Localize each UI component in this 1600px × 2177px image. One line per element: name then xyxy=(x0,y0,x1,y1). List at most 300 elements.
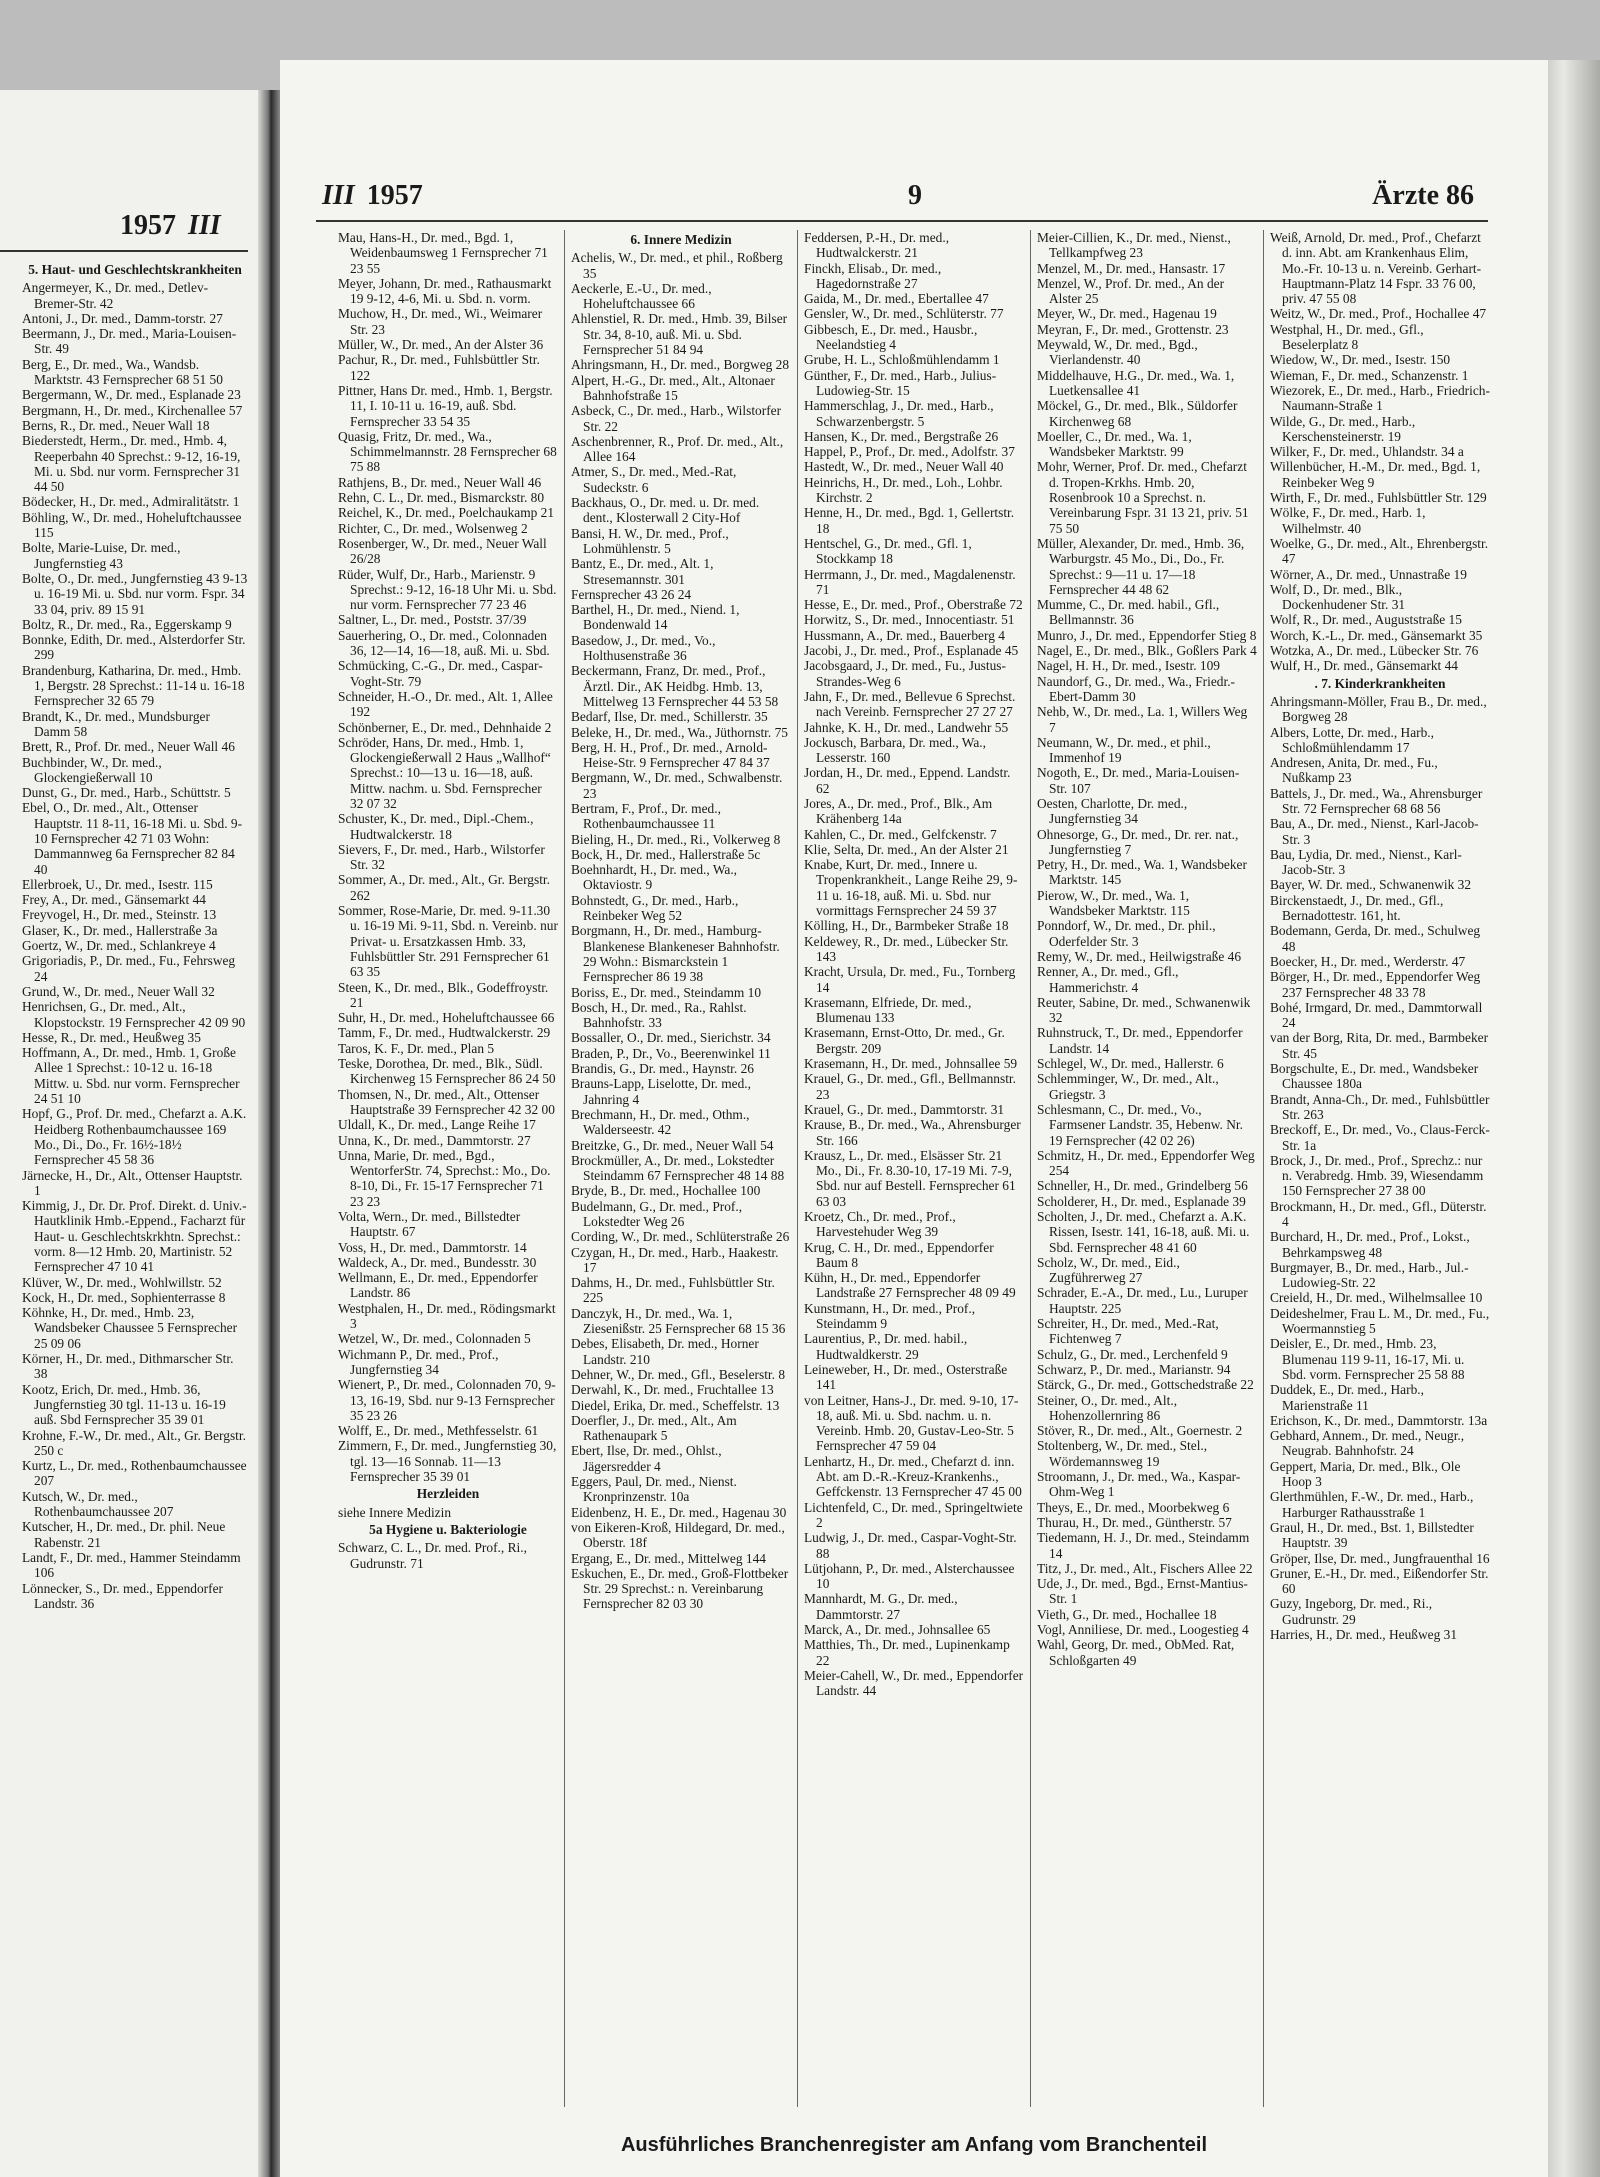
directory-entry: Ebert, Ilse, Dr. med., Ohlst., Jägersredder 4 xyxy=(571,1443,722,1474)
directory-entry: Brauns-Lapp, Liselotte, Dr. med., Jahnring 4 xyxy=(571,1076,751,1107)
directory-entry: Remy, W., Dr. med., Heilwigstraße 46 xyxy=(1037,948,1242,964)
directory-entry: Bock, H., Dr. med., Hallerstraße 5c xyxy=(571,846,761,862)
directory-entry: Volta, Wern., Dr. med., Billstedter Hauptstr. 67 xyxy=(338,1209,521,1240)
directory-entry: Borgmann, H., Dr. med., Hamburg-Blankenese Blankeneser Bahnhofstr. 29 Wohn.: Bismarckstein 1 Fernsprecher 86 19 38 xyxy=(571,923,780,985)
directory-entry: Zimmern, F., Dr. med., Jungfernstieg 30, tgl. 13—16 Sonnab. 11—13 Fernsprecher 35 39 01 xyxy=(338,1438,557,1485)
right-page-header xyxy=(280,176,1548,220)
directory-entry: Bertram, F., Prof., Dr. med., Rothenbaumchaussee 11 xyxy=(571,800,721,832)
directory-entry: Pachur, R., Dr. med., Fuhlsbüttler Str. 122 xyxy=(338,352,540,383)
directory-entry: Naundorf, G., Dr. med., Wa., Friedr.-Ebert-Damm 30 xyxy=(1037,673,1236,704)
directory-entry: Muchow, H., Dr. med., Wi., Weimarer Str. 23 xyxy=(338,306,543,337)
directory-entry: Schneller, H., Dr. med., Grindelberg 56 xyxy=(1037,1178,1248,1194)
directory-entry: Braden, P., Dr., Vo., Beerenwinkel 11 xyxy=(571,1045,771,1061)
directory-entry: Wotzka, A., Dr. med., Lübecker Str. 76 xyxy=(1270,643,1479,659)
directory-entry: Gaida, M., Dr. med., Ebertallee 47 xyxy=(804,291,989,307)
directory-entry: Aeckerle, E.-U., Dr. med., Hoheluftchaussee 66 xyxy=(571,280,712,312)
directory-entry: Brockmann, H., Dr. med., Gfl., Düterstr. 4 xyxy=(1270,1198,1487,1229)
directory-entry: Petry, H., Dr. med., Wa. 1, Wandsbeker Marktstr. 145 xyxy=(1037,857,1247,888)
directory-entry: Bolte, Marie-Luise, Dr. med., Jungfernstieg 43 xyxy=(22,540,181,571)
directory-entry: Klüver, W., Dr. med., Wohlwillstr. 52 xyxy=(22,1274,222,1290)
directory-entry: Ebel, O., Dr. med., Alt., Ottenser Hauptstr. 11 8-11, 16-18 Mi. u. Sbd. 9-10 Fernsprecher 42 71 03 Wohn: Dammannweg 6a Fernsprecher 82 84 40 xyxy=(22,800,243,877)
directory-entry: Menzel, W., Prof. Dr. med., An der Alster 25 xyxy=(1037,275,1225,307)
directory-entry: Jacobi, J., Dr. med., Prof., Esplanade 45 xyxy=(804,643,1019,659)
directory-entry: Rehn, C. L., Dr. med., Bismarckstr. 80 xyxy=(338,490,545,506)
directory-entry: Bergmann, W., Dr. med., Schwalbenstr. 23 xyxy=(571,770,783,801)
section-heading: 6. Innere Medizin xyxy=(630,232,732,247)
directory-entry: Weitz, W., Dr. med., Prof., Hochallee 47 xyxy=(1270,306,1487,322)
page-footer: Ausführliches Branchenregister am Anfang vom Branchenteil xyxy=(620,2134,1208,2156)
directory-entry: Reichel, K., Dr. med., Poelchaukamp 21 xyxy=(338,505,555,521)
directory-entry: Bau, A., Dr. med., Nienst., Karl-Jacob-Str. 3 xyxy=(1270,816,1479,847)
directory-entry: Debes, Elisabeth, Dr. med., Horner Landstr. 210 xyxy=(571,1336,759,1367)
directory-entry: Teske, Dorothea, Dr. med., Blk., Südl. Kirchenweg 15 Fernsprecher 86 24 50 xyxy=(338,1056,556,1087)
directory-entry: Wienert, P., Dr. med., Colonnaden 70, 9-13, 16-19, Sbd. nur 9-13 Fernsprecher 35 23 26 xyxy=(338,1377,556,1423)
directory-entry: Knabe, Kurt, Dr. med., Innere u. Tropenkrankheit., Lange Reihe 29, 9-11 u. 16-18, auß. Mi. u. Sbd. nur vormittags Fernsprecher 24 59 37 xyxy=(804,857,1018,919)
directory-entry: Kühn, H., Dr. med., Eppendorfer Landstraße 27 Fernsprecher 48 09 49 xyxy=(804,1270,1016,1301)
directory-entry: Krug, C. H., Dr. med., Eppendorfer Baum 8 xyxy=(804,1239,994,1270)
directory-entry: Burgmayer, B., Dr. med., Harb., Jul.-Ludowieg-Str. 22 xyxy=(1270,1259,1469,1291)
directory-entry: Ahlenstiel, R. Dr. med., Hmb. 39, Bilser Str. 34, 8-10, auß. Mi. u. Sbd. Fernsprecher 51 84 94 xyxy=(571,311,788,358)
directory-entry: Berg, H. H., Prof., Dr. med., Arnold-Heise-Str. 9 Fernsprecher 47 84 37 xyxy=(571,739,770,771)
directory-entry: Burchard, H., Dr. med., Prof., Lokst., Behrkampsweg 48 xyxy=(1270,1229,1470,1260)
directory-entry: Steiner, O., Dr. med., Alt., Hohenzollernring 86 xyxy=(1037,1392,1178,1423)
directory-entry: Rathjens, B., Dr. med., Neuer Wall 46 xyxy=(338,474,542,490)
directory-entry: Kunstmann, H., Dr. med., Prof., Steindamm 9 xyxy=(804,1300,976,1332)
directory-entry: Middelhauve, H.G., Dr. med., Wa. 1, Luetkensallee 41 xyxy=(1037,367,1235,398)
directory-entry: Hoffmann, A., Dr. med., Hmb. 1, Große Allee 1 Sprechst.: 10-12 u. 16-18 Mittw. u. Sbd. nur vorm. Fernsprecher 24 51 10 xyxy=(22,1045,240,1107)
directory-entry: Mumme, C., Dr. med. habil., Gfl., Bellmannstr. 36 xyxy=(1037,597,1220,628)
directory-entry: Heinrichs, H., Dr. med., Loh., Lohbr. Kirchstr. 2 xyxy=(804,474,1003,506)
directory-entry: Richter, C., Dr. med., Wolsenweg 2 xyxy=(338,520,528,536)
directory-entry: Wölke, F., Dr. med., Harb. 1, Wilhelmstr. 40 xyxy=(1270,505,1426,536)
directory-entry: Deideshelmer, Frau L. M., Dr. med., Fu., Woermannstieg 5 xyxy=(1270,1305,1490,1337)
directory-entry: Nagel, E., Dr. med., Blk., Goßlers Park 4 xyxy=(1037,643,1257,659)
directory-entry: Finckh, Elisab., Dr. med., Hagedornstraße 27 xyxy=(804,260,942,291)
directory-entry: Bayer, W. Dr. med., Schwanenwik 32 xyxy=(1270,877,1472,893)
directory-entry: Beermann, J., Dr. med., Maria-Louisen-Str. 49 xyxy=(22,326,237,357)
directory-entry: Eskuchen, E., Dr. med., Groß-Flottbeker Str. 29 Sprechst.: n. Vereinbarung Fernsprecher 82 03 30 xyxy=(571,1565,789,1612)
directory-entry: Kutsch, W., Dr. med., Rothenbaumchaussee 207 xyxy=(22,1488,174,1520)
directory-entry: Rosenberger, W., Dr. med., Neuer Wall 26/28 xyxy=(338,535,547,567)
directory-entry: Krasemann, Elfriede, Dr. med., Blumenau 133 xyxy=(804,994,972,1026)
directory-entry: Wetzel, W., Dr. med., Colonnaden 5 xyxy=(338,1331,531,1347)
directory-entry: Antoni, J., Dr. med., Damm-torstr. 27 xyxy=(22,310,223,326)
directory-entry: Wahl, Georg, Dr. med., ObMed. Rat, Schloßgarten 49 xyxy=(1037,1637,1235,1668)
directory-entry: Brock, J., Dr. med., Prof., Sprechz.: nur n. Verabredg. Hmb. 39, Wiesendamm 150 Fernsprecher 27 38 00 xyxy=(1270,1152,1484,1199)
directory-entry: Meywald, W., Dr. med., Bgd., Vierlandenstr. 40 xyxy=(1037,337,1198,368)
directory-entry: Wiezorek, E., Dr. med., Harb., Friedrich-Naumann-Straße 1 xyxy=(1270,382,1490,414)
directory-entry: Boehnhardt, H., Dr. med., Wa., Oktaviostr. 9 xyxy=(571,862,738,893)
directory-entry: Horwitz, S., Dr. med., Innocentiastr. 51 xyxy=(804,612,1015,628)
right-year: 1957 xyxy=(366,180,423,211)
directory-entry: Ruhnstruck, T., Dr. med., Eppendorfer Landstr. 14 xyxy=(1037,1025,1243,1056)
directory-entry: Scholten, J., Dr. med., Chefarzt a. A.K. Rissen, Isestr. 141, 16-18, auß. Mi. u. Sbd. Fernsprecher 48 41 60 xyxy=(1037,1209,1250,1255)
directory-entry: Budelmann, G., Dr. med., Prof., Lokstedter Weg 26 xyxy=(571,1198,743,1229)
directory-entry: Frey, A., Dr. med., Gänsemarkt 44 xyxy=(22,892,206,908)
directory-entry: Boriss, E., Dr. med., Steindamm 10 xyxy=(571,984,762,1000)
directory-entry: Kölling, H., Dr., Barmbeker Straße 18 xyxy=(804,918,1009,934)
directory-entry: Henrichsen, G., Dr. med., Alt., Klopstockstr. 19 Fernsprecher 42 09 90 xyxy=(22,999,246,1030)
directory-column-2 xyxy=(564,230,797,2107)
directory-entry: Brandt, K., Dr. med., Mundsburger Damm 58 xyxy=(22,708,210,739)
directory-entry: Jacobsgaard, J., Dr. med., Fu., Justus-Strandes-Weg 6 xyxy=(804,658,1006,689)
directory-entry: Landt, F., Dr. med., Hammer Steindamm 106 xyxy=(22,1549,241,1581)
directory-entry: Schrader, E.-A., Dr. med., Lu., Luruper Hauptstr. 225 xyxy=(1037,1285,1248,1316)
directory-entry: Sauerhering, O., Dr. med., Colonnaden 36, 12—14, 16—18, auß. Mi. u. Sbd. xyxy=(338,627,550,659)
directory-entry: Bossaller, O., Dr. med., Sierichstr. 34 xyxy=(571,1030,771,1046)
directory-entry: Derwahl, K., Dr. med., Fruchtallee 13 xyxy=(571,1382,774,1398)
directory-entry: Klie, Selta, Dr. med., An der Alster 21 xyxy=(804,841,1009,857)
section-title: Ärzte xyxy=(1372,180,1439,211)
directory-entry: Kootz, Erich, Dr. med., Hmb. 36, Jungfernstieg 30 tgl. 11-13 u. 16-19 auß. Sbd Fernsprecher 35 39 01 xyxy=(22,1381,226,1428)
directory-entry: Renner, A., Dr. med., Gfl., Hammerichstr. 4 xyxy=(1037,964,1179,995)
directory-entry: Grigoriadis, P., Dr. med., Fu., Fehrsweg 24 xyxy=(22,953,236,984)
directory-entry: Schlemminger, W., Dr. med., Alt., Griegstr. 3 xyxy=(1037,1071,1219,1102)
directory-entry: Waldeck, A., Dr. med., Bundesstr. 30 xyxy=(338,1254,537,1270)
directory-entry: Hentschel, G., Dr. med., Gfl. 1, Stockkamp 18 xyxy=(804,535,972,567)
directory-entry: Bonnke, Edith, Dr. med., Alsterdorfer Str. 299 xyxy=(22,632,246,663)
directory-entry: Bergmann, H., Dr. med., Kirchenallee 57 xyxy=(22,402,243,418)
directory-entry: Jahn, F., Dr. med., Bellevue 6 Sprechst. nach Vereinb. Fernsprecher 27 27 27 xyxy=(804,688,1016,720)
directory-entry: Scholz, W., Dr. med., Eid., Zugführerweg 27 xyxy=(1037,1254,1180,1286)
directory-entry: Schlesmann, C., Dr. med., Vo., Farmsener Landstr. 35, Hebenw. Nr. 19 Fernsprecher (42 02 26) xyxy=(1037,1101,1243,1148)
directory-entry: Mau, Hans-H., Dr. med., Bgd. 1, Weidenbaumsweg 1 Fernsprecher 71 23 55 xyxy=(338,230,548,276)
directory-entry: Börger, H., Dr. med., Eppendorfer Weg 237 Fernsprecher 48 33 78 xyxy=(1270,969,1481,1000)
directory-entry: Brandis, G., Dr. med., Haynstr. 26 xyxy=(571,1061,754,1077)
directory-entry: Lönnecker, S., Dr. med., Eppendorfer Landstr. 36 xyxy=(22,1580,224,1611)
directory-entry: Bedarf, Ilse, Dr. med., Schillerstr. 35 xyxy=(571,709,768,725)
directory-entry: Wichmann P., Dr. med., Prof., Jungfernstieg 34 xyxy=(338,1346,499,1377)
directory-entry: Unna, K., Dr. med., Dammtorstr. 27 xyxy=(338,1132,531,1148)
directory-entry: Gensler, W., Dr. med., Schlüterstr. 77 xyxy=(804,306,1004,322)
right-header-right xyxy=(1372,180,1474,212)
directory-entry: Eidenbenz, H. E., Dr. med., Hagenau 30 xyxy=(571,1504,787,1520)
directory-entry: Hesse, E., Dr. med., Prof., Oberstraße 72 xyxy=(804,597,1023,613)
directory-entry: Sommer, Rose-Marie, Dr. med. 9-11.30 u. 16-19 Mi. 9-11, Sbd. n. Vereinb. nur Privat- u. Ersatzkassen Hmb. 33, Fuhlsbüttler Str. 291 Fernsprecher 61 63 35 xyxy=(338,903,558,980)
directory-entry: Böhling, W., Dr. med., Hoheluftchaussee 115 xyxy=(22,509,242,541)
directory-entry: van der Borg, Rita, Dr. med., Barmbeker Str. 45 xyxy=(1270,1030,1489,1061)
directory-entry: Neumann, W., Dr. med., et phil., Immenhof 19 xyxy=(1037,734,1211,766)
directory-entry: Meyran, F., Dr. med., Grottenstr. 23 xyxy=(1037,321,1229,337)
directory-entry: Atmer, S., Dr. med., Med.-Rat, Sudeckstr. 6 xyxy=(571,464,737,495)
directory-entry: Woelke, G., Dr. med., Alt., Ehrenbergstr. 47 xyxy=(1270,535,1489,567)
directory-entry: Krausz, L., Dr. med., Elsässer Str. 21 Mo., Di., Fr. 8.30-10, 17-19 Mi. 7-9, Sbd. nur auf Bestell. Fernsprecher 61 63 03 xyxy=(804,1147,1016,1209)
directory-entry: Wolf, R., Dr. med., Auguststraße 15 xyxy=(1270,612,1462,628)
directory-entry: Albers, Lotte, Dr. med., Harb., Schloßmühlendamm 17 xyxy=(1270,724,1434,755)
directory-entry: Ohnesorge, G., Dr. med., Dr. rer. nat., Jungfernstieg 7 xyxy=(1037,826,1239,857)
directory-entry: Meier-Cillien, K., Dr. med., Nienst., Tellkampfweg 23 xyxy=(1037,230,1231,261)
directory-entry: Hopf, G., Prof. Dr. med., Chefarzt a. A.K. Heidberg Rothenbaumchaussee 169 Mo., Di., Do., Fr. 16½-18½ Fernsprecher 45 58 36 xyxy=(22,1106,247,1168)
directory-entry: Bau, Lydia, Dr. med., Nienst., Karl-Jacob-Str. 3 xyxy=(1270,846,1462,878)
directory-entry: Ergang, E., Dr. med., Mittelweg 144 xyxy=(571,1550,767,1566)
directory-entry: Bryde, B., Dr. med., Hochallee 100 xyxy=(571,1183,761,1199)
directory-entry: Hastedt, W., Dr. med., Neuer Wall 40 xyxy=(804,459,1004,475)
directory-columns xyxy=(332,230,1496,2107)
directory-entry: Jores, A., Dr. med., Prof., Blk., Am Krähenberg 14a xyxy=(804,795,993,827)
directory-entry: Brechmann, H., Dr. med., Othm., Walderseestr. 42 xyxy=(571,1106,750,1138)
directory-entry: Schulz, G., Dr. med., Lerchenfeld 9 xyxy=(1037,1346,1228,1362)
directory-entry: Willenbücher, H.-M., Dr. med., Bgd. 1, Reinbeker Weg 9 xyxy=(1270,459,1481,490)
directory-entry: Bieling, H., Dr. med., Ri., Volkerweg 8 xyxy=(571,831,781,847)
directory-entry: Marck, A., Dr. med., Johnsallee 65 xyxy=(804,1622,991,1638)
directory-entry: Mannhardt, M. G., Dr. med., Dammtorstr. 27 xyxy=(804,1591,958,1622)
directory-entry: Kroetz, Ch., Dr. med., Prof., Harvestehuder Weg 39 xyxy=(804,1209,956,1240)
directory-entry: Krauel, G., Dr. med., Gfl., Bellmannstr. 23 xyxy=(804,1071,1016,1102)
directory-entry: Schmücking, C.-G., Dr. med., Caspar-Voght-Str. 79 xyxy=(338,658,543,689)
directory-entry: Stöver, R., Dr. med., Alt., Goernestr. 2 xyxy=(1037,1423,1243,1439)
header-rule xyxy=(316,220,1488,222)
directory-entry: Goertz, W., Dr. med., Schlankreye 4 xyxy=(22,938,216,954)
directory-entry: Bantz, E., Dr. med., Alt. 1, Stresemannstr. 301 xyxy=(571,556,714,587)
page-number: 9 xyxy=(908,180,922,211)
directory-entry: Jockusch, Barbara, Dr. med., Wa., Lesserstr. 160 xyxy=(804,734,987,766)
directory-entry: Beleke, H., Dr. med., Wa., Jüthornstr. 75 xyxy=(571,724,788,740)
directory-entry: Wolff, E., Dr. med., Methfesselstr. 61 xyxy=(338,1423,539,1439)
directory-entry: Asbeck, C., Dr. med., Harb., Wilstorfer Str. 22 xyxy=(571,403,782,434)
directory-entry: Bansi, H. W., Dr. med., Prof., Lohmühlenstr. 5 xyxy=(571,525,729,556)
directory-entry: Järnecke, H., Dr., Alt., Ottenser Hauptstr. 1 xyxy=(22,1167,243,1198)
section-heading: 5. Haut- und Geschlechtskrankheiten xyxy=(28,262,242,277)
directory-entry: siehe Innere Medizin xyxy=(338,1504,452,1520)
directory-entry: Schönberner, E., Dr. med., Dehnhaide 2 xyxy=(338,719,552,735)
directory-entry: Sievers, F., Dr. med., Harb., Wilstorfer Str. 32 xyxy=(338,841,545,873)
directory-entry: Ahringsmann, H., Dr. med., Borgweg 28 xyxy=(571,357,790,373)
directory-entry: Thomsen, N., Dr. med., Alt., Ottenser Hauptstraße 39 Fernsprecher 42 32 00 xyxy=(338,1086,555,1117)
directory-entry: Berns, R., Dr. med., Neuer Wall 18 xyxy=(22,417,210,433)
directory-entry: Kracht, Ursula, Dr. med., Fu., Tornberg 14 xyxy=(804,964,1016,995)
directory-entry: Gibbesch, E., Dr. med., Hausbr., Neelandstieg 4 xyxy=(804,321,978,353)
directory-entry: Nagel, H. H., Dr. med., Isestr. 109 xyxy=(1037,658,1220,674)
directory-entry: Munro, J., Dr. med., Eppendorfer Stieg 8 xyxy=(1037,627,1257,643)
directory-entry: Lichtenfeld, C., Dr. med., Springeltwiete 2 xyxy=(804,1499,1023,1530)
directory-entry: Schneider, H.-O., Dr. med., Alt. 1, Allee 192 xyxy=(338,688,553,720)
directory-entry: Quasig, Fritz, Dr. med., Wa., Schimmelmannstr. 28 Fernsprecher 68 75 88 xyxy=(338,428,557,475)
directory-entry: Scholderer, H., Dr. med., Esplanade 39 xyxy=(1037,1193,1246,1209)
directory-entry: Nogoth, E., Dr. med., Maria-Louisen-Str. 107 xyxy=(1037,765,1240,796)
directory-entry: von Eikeren-Kroß, Hildegard, Dr. med., Oberstr. 18f xyxy=(571,1519,785,1551)
directory-entry: Worch, K.-L., Dr. med., Gänsemarkt 35 xyxy=(1270,627,1483,643)
directory-entry: Schwarz, P., Dr. med., Marianstr. 94 xyxy=(1037,1361,1231,1377)
directory-entry: Dunst, G., Dr. med., Harb., Schüttstr. 5 xyxy=(22,785,231,801)
directory-entry: Grube, H. L., Schloßmühlendamm 1 xyxy=(804,352,1000,368)
directory-entry: Creield, H., Dr. med., Wilhelmsallee 10 xyxy=(1270,1290,1483,1306)
directory-entry: Kimmig, J., Dr. Dr. Prof. Direkt. d. Univ.-Hautklinik Hmb.-Eppend., Facharzt für Haut- u. Geschlechtskrkhtn. Sprechst.: vorm. 8—12 Hmb. 20, Martinistr. 52 Fernsprecher 47 10 41 xyxy=(22,1198,247,1275)
directory-entry: Boltz, R., Dr. med., Ra., Eggerskamp 9 xyxy=(22,616,232,632)
directory-entry: Achelis, W., Dr. med., et phil., Roßberg 35 xyxy=(571,250,783,281)
directory-entry: Doerfler, J., Dr. med., Alt., Am Rathenaupark 5 xyxy=(571,1412,737,1444)
directory-entry: Wilde, G., Dr. med., Harb., Kerschensteinerstr. 19 xyxy=(1270,413,1416,444)
directory-entry: Mohr, Werner, Prof. Dr. med., Chefarzt d. Tropen-Krkhs. Hmb. 20, Rosenbrook 10 a Sprechst. n. Vereinbarung Fspr. 31 13 21, priv. 51 75 50 xyxy=(1037,459,1249,536)
directory-entry: Bergermann, W., Dr. med., Esplanade 23 xyxy=(22,387,241,403)
directory-entry: Jahnke, K. H., Dr. med., Landwehr 55 xyxy=(804,719,1009,735)
directory-entry: Schlegel, W., Dr. med., Hallerstr. 6 xyxy=(1037,1056,1224,1072)
directory-entry: Leineweber, H., Dr. med., Osterstraße 141 xyxy=(804,1361,1008,1393)
left-page xyxy=(0,90,258,2177)
directory-entry: Meyer, Johann, Dr. med., Rathausmarkt 19 9-12, 4-6, Mi. u. Sbd. n. vorm. xyxy=(338,275,552,307)
directory-entry: Fernsprecher 43 26 24 xyxy=(571,586,692,602)
right-volume: III xyxy=(322,180,355,211)
directory-entry: Ellerbroek, U., Dr. med., Isestr. 115 xyxy=(22,876,213,892)
directory-entry: Taros, K. F., Dr. med., Plan 5 xyxy=(338,1040,495,1056)
directory-entry: Deisler, E., Dr. med., Hmb. 23, Blumenau 119 9-11, 16-17, Mi. u. Sbd. vorm. Fernsprecher 25 58 88 xyxy=(1270,1336,1465,1382)
directory-entry: Nehb, W., Dr. med., La. 1, Willers Weg 7 xyxy=(1037,704,1248,735)
directory-entry: Reuter, Sabine, Dr. med., Schwanenwik 32 xyxy=(1037,994,1251,1026)
directory-entry: Alpert, H.-G., Dr. med., Alt., Altonaer Bahnhofstraße 15 xyxy=(571,372,775,403)
directory-entry: von Leitner, Hans-J., Dr. med. 9-10, 17-18, auß. Mi. u. Sbd. nachm. u. n. Vereinb. Hmb. 20, Gustav-Leo-Str. 5 Fernsprecher 47 59 04 xyxy=(804,1392,1019,1454)
directory-entry: Grund, W., Dr. med., Neuer Wall 32 xyxy=(22,983,215,999)
directory-entry: Feddersen, P.-H., Dr. med., Hudtwalckerstr. 21 xyxy=(804,230,950,261)
directory-entry: Glaser, K., Dr. med., Hallerstraße 3a xyxy=(22,922,218,938)
directory-entry: Czygan, H., Dr. med., Harb., Haakestr. 17 xyxy=(571,1244,779,1275)
directory-column-5 xyxy=(1263,230,1496,2107)
directory-entry: Barthel, H., Dr. med., Niend. 1, Bondenwald 14 xyxy=(571,602,740,633)
directory-entry: Suhr, H., Dr. med., Hoheluftchaussee 66 xyxy=(338,1010,555,1026)
directory-entry: Bolte, O., Dr. med., Jungfernstieg 43 9-13 u. 16-19 Mi. u. Sbd. nur vorm. Fspr. 34 33 04, priv. 89 15 91 xyxy=(22,570,248,617)
directory-entry: Brandenburg, Katharina, Dr. med., Hmb. 1, Bergstr. 28 Sprechst.: 11-14 u. 16-18 Fernsprecher 32 65 79 xyxy=(22,662,245,709)
directory-entry: Moeller, C., Dr. med., Wa. 1, Wandsbeker Marktstr. 99 xyxy=(1037,428,1192,460)
directory-entry: Kock, H., Dr. med., Sophienterrasse 8 xyxy=(22,1289,226,1305)
directory-entry: Beckermann, Franz, Dr. med., Prof., Ärztl. Dir., AK Heidbg. Hmb. 13, Mittelweg 13 Fernsprecher 44 53 58 xyxy=(571,663,779,709)
directory-entry: Hesse, R., Dr. med., Heußweg 35 xyxy=(22,1029,201,1045)
directory-entry: Kahlen, C., Dr. med., Gelfckenstr. 7 xyxy=(804,826,997,842)
directory-entry: Schuster, K., Dr. med., Dipl.-Chem., Hudtwalckerstr. 18 xyxy=(338,811,534,842)
directory-entry: Brett, R., Prof. Dr. med., Neuer Wall 46 xyxy=(22,739,235,755)
directory-entry: Bödecker, H., Dr. med., Admiralitätstr. 1 xyxy=(22,494,240,510)
directory-entry: Breitzke, G., Dr. med., Neuer Wall 54 xyxy=(571,1137,774,1153)
directory-entry: Kutscher, H., Dr. med., Dr. phil. Neue Rabenstr. 21 xyxy=(22,1519,226,1550)
directory-entry: Brockmüller, A., Dr. med., Lokstedter Steindamm 67 Fernsprecher 48 14 88 xyxy=(571,1152,785,1184)
directory-entry: Möckel, G., Dr. med., Blk., Süldorfer Kirchenweg 68 xyxy=(1037,398,1238,429)
directory-entry: Pittner, Hans Dr. med., Hmb. 1, Bergstr. 11, I. 10-11 u. 16-19, auß. Sbd. Fernsprecher 33 54 35 xyxy=(338,382,553,429)
directory-entry: Saltner, L., Dr. med., Poststr. 37/39 xyxy=(338,612,527,628)
directory-entry: Körner, H., Dr. med., Dithmarscher Str. 38 xyxy=(22,1351,234,1382)
left-header-rule xyxy=(0,250,248,252)
left-year: 1957 xyxy=(120,210,176,241)
directory-entry: Meyer, W., Dr. med., Hagenau 19 xyxy=(1037,306,1217,322)
directory-entry: Wilker, F., Dr. med., Uhlandstr. 34 a xyxy=(1270,444,1464,460)
directory-entry: Hansen, K., Dr. med., Bergstraße 26 xyxy=(804,428,999,444)
directory-entry: Dehner, W., Dr. med., Gfl., Beselerstr. 8 xyxy=(571,1366,786,1382)
directory-entry: Jordan, H., Dr. med., Eppend. Landstr. 62 xyxy=(804,765,1011,796)
directory-entry: Kurtz, L., Dr. med., Rothenbaumchaussee 207 xyxy=(22,1458,247,1489)
directory-entry: Tiedemann, H. J., Dr. med., Steindamm 14 xyxy=(1037,1530,1250,1561)
directory-entry: Duddek, E., Dr. med., Harb., Marienstraße 11 xyxy=(1270,1382,1424,1413)
directory-entry: Stärck, G., Dr. med., Gottschedstraße 22 xyxy=(1037,1377,1254,1393)
directory-entry: Bohé, Irmgard, Dr. med., Dammtorwall 24 xyxy=(1270,999,1483,1031)
directory-entry: Bosch, H., Dr. med., Ra., Rahlst. Bahnhofstr. 33 xyxy=(571,999,747,1031)
directory-entry: Krause, B., Dr. med., Wa., Ahrensburger Str. 166 xyxy=(804,1117,1021,1148)
directory-entry: Cording, W., Dr. med., Schlüterstraße 26 xyxy=(571,1229,790,1245)
directory-entry: Günther, F., Dr. med., Harb., Julius-Ludowieg-Str. 15 xyxy=(804,367,997,398)
section-heading: Herzleiden xyxy=(416,1486,480,1502)
directory-entry: Krauel, G., Dr. med., Dammtorstr. 31 xyxy=(804,1101,1005,1117)
directory-entry: Hammerschlag, J., Dr. med., Harb., Schwarzenbergstr. 5 xyxy=(804,398,994,429)
directory-entry: Guzy, Ingeborg, Dr. med., Ri., Gudrunstr. 29 xyxy=(1270,1596,1433,1627)
directory-entry: Lütjohann, P., Dr. med., Alsterchaussee 10 xyxy=(804,1560,1015,1592)
directory-entry: Sommer, A., Dr. med., Alt., Gr. Bergstr. 262 xyxy=(338,872,550,903)
directory-entry: Ude, J., Dr. med., Bgd., Ernst-Mantius-Str. 1 xyxy=(1037,1576,1248,1607)
directory-entry: Krasemann, H., Dr. med., Johnsallee 59 xyxy=(804,1056,1018,1072)
directory-entry: Buchbinder, W., Dr. med., Glockengießerwall 10 xyxy=(22,754,162,785)
directory-entry: Westphalen, H., Dr. med., Rödingsmarkt 3 xyxy=(338,1300,556,1332)
directory-entry: Boecker, H., Dr. med., Werderstr. 47 xyxy=(1270,953,1466,969)
directory-entry: Gruner, E.-H., Dr. med., Eißendorfer Str. 60 xyxy=(1270,1565,1489,1597)
directory-entry: Müller, W., Dr. med., An der Alster 36 xyxy=(338,337,544,353)
directory-entry: Westphal, H., Dr. med., Gfl., Beselerplatz 8 xyxy=(1270,321,1424,353)
page-edges xyxy=(1548,60,1600,2177)
directory-entry: Lenhartz, H., Dr. med., Chefarzt d. inn. Abt. am D.-R.-Kreuz-Krankenhs., Geffckenstr. 13 Fernsprecher 47 45 00 xyxy=(804,1453,1022,1500)
directory-entry: Dahms, H., Dr. med., Fuhlsbüttler Str. 225 xyxy=(571,1275,775,1306)
directory-entry: Ludwig, J., Dr. med., Caspar-Voght-Str. 88 xyxy=(804,1530,1017,1561)
directory-entry: Angermeyer, K., Dr. med., Detlev-Bremer-Str. 42 xyxy=(22,280,209,311)
directory-entry: Schwarz, C. L., Dr. med. Prof., Ri., Gudrunstr. 71 xyxy=(338,1540,527,1571)
directory-entry: Basedow, J., Dr. med., Vo., Holthusenstraße 36 xyxy=(571,632,716,664)
directory-entry: Diedel, Erika, Dr. med., Scheffelstr. 13 xyxy=(571,1397,780,1413)
section-heading: . 7. Kinderkrankheiten xyxy=(1314,675,1446,691)
left-column xyxy=(22,260,248,2127)
directory-entry: Berg, E., Dr. med., Wa., Wandsb. Marktstr. 43 Fernsprecher 68 51 50 xyxy=(22,356,223,388)
directory-entry: Glerthmühlen, F.-W., Dr. med., Harb., Harburger Rathausstraße 1 xyxy=(1270,1489,1474,1520)
directory-entry: Rüder, Wulf, Dr., Harb., Marienstr. 9 Sprechst.: 9-12, 16-18 Uhr Mi. u. Sbd. nur vorm. Fernsprecher 77 23 46 xyxy=(338,566,557,613)
directory-entry: Harries, H., Dr. med., Heußweg 31 xyxy=(1270,1627,1458,1643)
directory-entry: Wellmann, E., Dr. med., Eppendorfer Landstr. 86 xyxy=(338,1270,538,1301)
directory-entry: Voss, H., Dr. med., Dammtorstr. 14 xyxy=(338,1239,527,1255)
directory-entry: Schröder, Hans, Dr. med., Hmb. 1, Glockengießerwall 2 Haus „Wallhof“ Sprechst.: 10—13 u. 16—18, auß. Mittw. nachm. u. Sbd. Fernsprecher 32 07 32 xyxy=(338,734,551,811)
directory-entry: Weiß, Arnold, Dr. med., Prof., Chefarzt d. inn. Abt. am Krankenhaus Elim, Mo.-Fr. 10-13 u. n. Vereinb. Gerhart-Hauptmann-Platz 14 Fspr. 33 76 00, priv. 47 55 08 xyxy=(1270,230,1482,307)
directory-column-1 xyxy=(332,230,564,2107)
directory-entry: Gebhard, Annem., Dr. med., Neugr., Neugrab. Bahnhofstr. 24 xyxy=(1270,1428,1465,1459)
directory-entry: Eggers, Paul, Dr. med., Nienst. Kronprinzenstr. 10a xyxy=(571,1474,737,1505)
directory-entry: Theys, E., Dr. med., Moorbekweg 6 xyxy=(1037,1499,1230,1515)
directory-entry: Wirth, F., Dr. med., Fuhlsbüttler Str. 129 xyxy=(1270,490,1487,506)
directory-entry: Henne, H., Dr. med., Bgd. 1, Gellertstr. 18 xyxy=(804,505,1015,536)
directory-entry: Erichson, K., Dr. med., Dammtorstr. 13a xyxy=(1270,1412,1488,1428)
directory-entry: Freyvogel, H., Dr. med., Steinstr. 13 xyxy=(22,907,217,923)
directory-entry: Herrmann, J., Dr. med., Magdalenenstr. 71 xyxy=(804,566,1016,597)
directory-entry: Meier-Cahell, W., Dr. med., Eppendorfer Landstr. 44 xyxy=(804,1667,1024,1699)
directory-entry: Bohnstedt, G., Dr. med., Harb., Reinbeker Weg 52 xyxy=(571,892,739,924)
directory-entry: Battels, J., Dr. med., Wa., Ahrensburger Str. 72 Fernsprecher 68 68 56 xyxy=(1270,785,1483,816)
directory-entry: Ponndorf, W., Dr. med., Dr. phil., Oderfelder Str. 3 xyxy=(1037,918,1216,949)
directory-entry: Stroomann, J., Dr. med., Wa., Kaspar-Ohm-Weg 1 xyxy=(1037,1469,1241,1500)
directory-entry: Oesten, Charlotte, Dr. med., Jungfernstieg 34 xyxy=(1037,795,1188,827)
directory-entry: Gröper, Ilse, Dr. med., Jungfrauenthal 16 xyxy=(1270,1550,1490,1566)
directory-entry: Biederstedt, Herm., Dr. med., Hmb. 4, Reeperbahn 40 Sprechst.: 9-12, 16-19, Mi. u. Sbd. nur vorm. Fernsprecher 31 44 50 xyxy=(22,433,241,495)
section-heading: 5a Hygiene u. Bakteriologie xyxy=(369,1521,527,1537)
directory-entry: Aschenbrenner, R., Prof. Dr. med., Alt., Allee 164 xyxy=(571,433,784,465)
directory-entry: Uldall, K., Dr. med., Lange Reihe 17 xyxy=(338,1117,536,1133)
directory-entry: Vieth, G., Dr. med., Hochallee 18 xyxy=(1037,1606,1217,1622)
directory-entry: Danczyk, H., Dr. med., Wa. 1, Ziesenißstr. 25 Fernsprecher 68 15 36 xyxy=(571,1305,786,1337)
directory-entry: Müller, Alexander, Dr. med., Hmb. 36, Warburgstr. 45 Mo., Di., Do., Fr. Sprechst.: 9—11 u. 17—18 Fernsprecher 44 48 62 xyxy=(1037,535,1245,597)
directory-entry: Tamm, F., Dr. med., Hudtwalckerstr. 29 xyxy=(338,1025,551,1041)
directory-entry: Laurentius, P., Dr. med. habil., Hudtwaldkerstr. 29 xyxy=(804,1331,968,1362)
directory-entry: Pierow, W., Dr. med., Wa. 1, Wandsbeker Marktstr. 115 xyxy=(1037,887,1190,919)
directory-entry: Graul, H., Dr. med., Bst. 1, Billstedter Hauptstr. 39 xyxy=(1270,1519,1474,1551)
section-number: 86 xyxy=(1446,180,1474,211)
directory-entry: Wolf, D., Dr. med., Blk., Dockenhudener Str. 31 xyxy=(1270,581,1406,613)
directory-entry: Backhaus, O., Dr. med. u. Dr. med. dent., Klosterwall 2 City-Hof xyxy=(571,495,760,526)
directory-entry: Krohne, F.-W., Dr. med., Alt., Gr. Bergstr. 250 c xyxy=(22,1427,246,1458)
directory-entry: Köhnke, H., Dr. med., Hmb. 23, Wandsbeker Chaussee 5 Fernsprecher 25 09 06 xyxy=(22,1305,238,1351)
directory-entry: Menzel, M., Dr. med., Hansastr. 17 xyxy=(1037,260,1226,276)
directory-entry: Schreiter, H., Dr. med., Med.-Rat, Fichtenweg 7 xyxy=(1037,1316,1219,1347)
left-volume: III xyxy=(188,210,221,241)
directory-entry: Borgschulte, E., Dr. med., Wandsbeker Chaussee 180a xyxy=(1270,1061,1479,1092)
directory-entry: Birckenstaedt, J., Dr. med., Gfl., Bernadottestr. 161, ht. xyxy=(1270,892,1444,924)
directory-entry: Hussmann, A., Dr. med., Bauerberg 4 xyxy=(804,627,1005,643)
directory-entry: Andresen, Anita, Dr. med., Fu., Nußkamp 23 xyxy=(1270,755,1438,786)
